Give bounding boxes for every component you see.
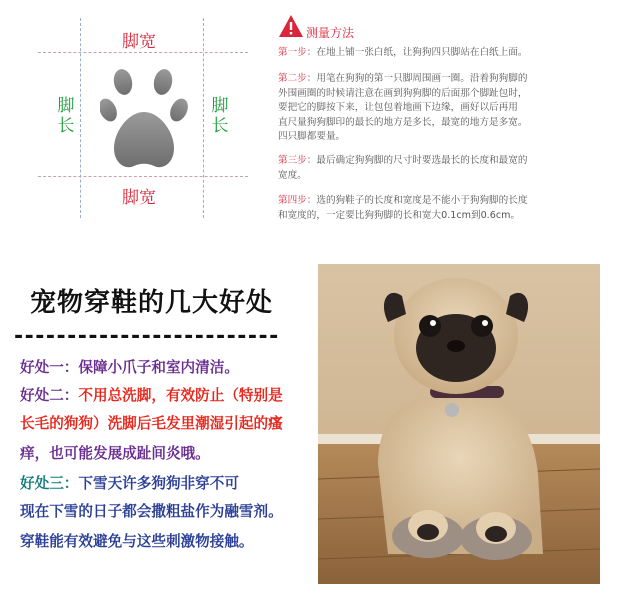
guide-line-bottom [38, 176, 248, 177]
right-length-label: 脚长 [211, 96, 229, 136]
step-text: ：最后确定狗狗脚的尺寸时要选最长的长度和最宽的 [306, 155, 528, 166]
benefit-line [20, 386, 283, 406]
benefit-line: 现在下雪的日子都会撒粗盐作为融雪剂。 [20, 503, 283, 520]
step-text: 直尺量狗狗脚印的最长的地方是多长，最宽的地方是多宽。 [278, 116, 528, 128]
guide-line-right [203, 18, 204, 218]
warning-icon [278, 14, 304, 38]
step-text: 外围画圈的时候请注意在画到狗狗脚的后面那个脚趾包时， [278, 87, 528, 99]
benefit-label: 好处三： [20, 475, 79, 492]
pug-photo [318, 264, 600, 584]
step-key: 第一步 [278, 47, 307, 58]
step-text: 四只脚都要量。 [278, 131, 346, 143]
step-text: ：选的狗鞋子的长度和宽度是不能小于狗狗脚的长度 [306, 195, 528, 206]
benefit-line [20, 474, 239, 494]
benefits-title: 宠物穿鞋的几大好处 [30, 288, 274, 318]
benefit-text: 不用总洗脚，有效防止（特别是 [78, 387, 283, 404]
step-text: 要把它的脚按下来，让包包着地画下边缘，画好以后再用 [278, 102, 518, 114]
paw-measure-diagram [38, 18, 248, 218]
guide-line-left [80, 18, 81, 218]
step-text: 和宽度的，一定要比狗狗脚的长和宽大0.1cm到0.6cm。 [278, 209, 521, 221]
step-key: 第三步 [278, 155, 307, 166]
benefit-text: 保障小爪子和室内清洁。 [78, 359, 239, 376]
measure-title: 测量方法 [306, 26, 355, 40]
step-key: 第二步 [278, 73, 307, 84]
benefit-line [20, 358, 239, 378]
left-length-label: 脚长 [57, 96, 75, 136]
benefit-label: 好处一： [20, 359, 79, 376]
step-2 [278, 72, 527, 145]
benefit-text: 下雪天许多狗狗非穿不可 [78, 475, 239, 492]
benefit-label: 好处二： [20, 387, 79, 404]
benefit-line: 穿鞋能有效避免与这些刺激物接触。 [20, 533, 254, 550]
step-text: ：在地上铺一张白纸，让狗狗四只脚站在白纸上面。 [306, 47, 528, 58]
step-1 [278, 46, 527, 61]
benefit-line: 长毛的狗狗）洗脚后毛发里潮湿引起的瘙 [20, 415, 283, 432]
step-text: 宽度。 [278, 169, 307, 181]
paw-print-icon [100, 66, 188, 174]
step-4 [278, 194, 527, 223]
step-text: ：用笔在狗狗的第一只脚周围画一圈。沿着狗狗脚的 [306, 73, 528, 84]
step-key: 第四步 [278, 195, 307, 206]
guide-line-top [38, 52, 248, 53]
bottom-width-label: 脚宽 [122, 188, 156, 208]
benefits-divider: ------------------------- [14, 324, 280, 349]
top-width-label: 脚宽 [122, 32, 156, 52]
benefit-line: 痒，也可能发展成趾间炎哦。 [20, 445, 210, 462]
step-3 [278, 154, 527, 183]
pug-in-slippers-image [318, 264, 600, 584]
